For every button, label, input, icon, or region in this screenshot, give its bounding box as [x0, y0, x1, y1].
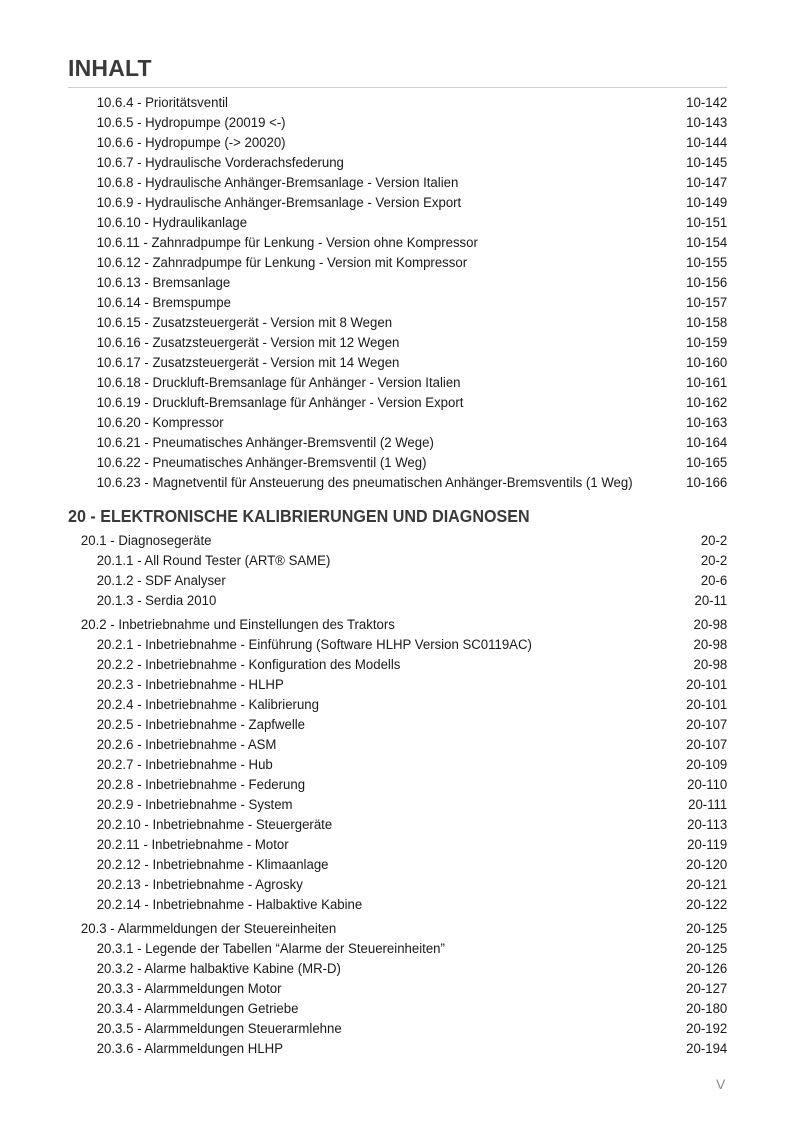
toc-entry-title: 10.6.10 - Hydraulikanlage	[96, 215, 248, 231]
toc-entry-title: 20.3.4 - Alarmmeldungen Getriebe	[96, 1001, 299, 1017]
toc-entry[interactable]	[0, 959, 738, 979]
toc-entry-title: 10.6.14 - Bremspumpe	[96, 295, 231, 311]
toc-entry-page: 20-125	[686, 941, 728, 957]
toc-entry-page: 20-98	[693, 657, 728, 673]
toc-entry-title: 20.3.1 - Legende der Tabellen “Alarme der Steuereinheiten”	[96, 941, 445, 957]
toc-entry[interactable]	[0, 635, 738, 655]
toc-entry-page: 20-127	[686, 981, 728, 997]
toc-entry-page: 20-180	[686, 1001, 728, 1017]
toc-entry[interactable]	[0, 293, 738, 313]
toc-entry-title: 10.6.17 - Zusatzsteuergerät - Version mit 14 Wegen	[96, 355, 400, 371]
toc-entry-page: 10-147	[686, 175, 728, 191]
toc-entry-title: 10.6.22 - Pneumatisches Anhänger-Bremsventil (1 Weg)	[96, 455, 427, 471]
toc-entry[interactable]	[0, 855, 738, 875]
toc-entry-title: 10.6.20 - Kompressor	[96, 415, 224, 431]
toc-entry[interactable]	[0, 979, 738, 999]
toc-entry-page: 20-101	[686, 677, 728, 693]
toc-entry-page: 20-121	[686, 877, 728, 893]
toc-entry-page: 10-144	[686, 135, 728, 151]
toc-entry[interactable]	[0, 353, 738, 373]
toc-entry-title: 20.2.1 - Inbetriebnahme - Einführung (Software HLHP Version SC0119AC)	[96, 637, 532, 653]
toc-entry-page: 20-101	[686, 697, 728, 713]
toc-entry[interactable]	[0, 153, 738, 173]
toc-entry[interactable]	[0, 133, 738, 153]
toc-entry-title: 20.2.12 - Inbetriebnahme - Klimaanlage	[96, 857, 329, 873]
toc-entry-title: 20.2.8 - Inbetriebnahme - Federung	[96, 777, 306, 793]
toc-entry-page: 20-119	[687, 837, 728, 853]
toc-entry-title: 10.6.12 - Zahnradpumpe für Lenkung - Version mit Kompressor	[96, 255, 468, 271]
toc-entry[interactable]	[0, 571, 738, 591]
toc-entry-title: 20.2.2 - Inbetriebnahme - Konfiguration des Modells	[96, 657, 401, 673]
toc-entry-title: 20.1.3 - Serdia 2010	[96, 593, 217, 609]
toc-entry-title: 20.2.5 - Inbetriebnahme - Zapfwelle	[96, 717, 306, 733]
toc-group-heading[interactable]	[0, 531, 738, 551]
toc-entry-page: 10-162	[686, 395, 728, 411]
toc-entry[interactable]	[0, 1019, 738, 1039]
toc-entry-page: 10-149	[686, 195, 728, 211]
toc-entry[interactable]	[0, 755, 738, 775]
toc-entry[interactable]	[0, 233, 738, 253]
toc-entry-title: 20.2.7 - Inbetriebnahme - Hub	[96, 757, 273, 773]
toc-entry-page: 20-111	[688, 797, 728, 813]
toc-entry-title: 10.6.19 - Druckluft-Bremsanlage für Anhänger - Version Export	[96, 395, 464, 411]
toc-entry[interactable]	[0, 273, 738, 293]
toc-entry-title: 20.2 - Inbetriebnahme und Einstellungen des Traktors	[80, 617, 395, 633]
toc-entry-page: 20-192	[686, 1021, 728, 1037]
footer-page-number: V	[716, 1076, 726, 1092]
toc-entry-title: 10.6.18 - Druckluft-Bremsanlage für Anhänger - Version Italien	[96, 375, 461, 391]
toc-entry-page: 20-113	[687, 817, 728, 833]
toc-entry-page: 20-6	[700, 573, 728, 589]
toc-entry-page: 20-2	[700, 553, 728, 569]
toc-entry-title: 10.6.4 - Prioritätsventil	[96, 95, 228, 111]
toc-entry-page: 10-143	[686, 115, 728, 131]
toc-entry-title: 20.1.2 - SDF Analyser	[96, 573, 226, 589]
toc-entry-page: 20-2	[700, 533, 728, 549]
toc-entry-page: 10-165	[686, 455, 728, 471]
toc-entry-title: 10.6.7 - Hydraulische Vorderachsfederung	[96, 155, 344, 171]
toc-entry-title: 10.6.23 - Magnetventil für Ansteuerung des pneumatischen Anhänger-Bremsventils (1 Weg)	[96, 475, 633, 491]
toc-entry[interactable]	[0, 655, 738, 675]
toc-entry-page: 10-142	[686, 95, 728, 111]
toc-entry-page: 10-163	[686, 415, 728, 431]
toc-entry-title: 20.3.5 - Alarmmeldungen Steuerarmlehne	[96, 1021, 342, 1037]
toc-entry-page: 10-155	[686, 255, 728, 271]
toc-entry[interactable]	[0, 93, 738, 113]
toc-entry[interactable]	[0, 999, 738, 1019]
toc-entry[interactable]	[0, 113, 738, 133]
toc-entry-page: 20-110	[687, 777, 728, 793]
toc-entry-title: 20.2.9 - Inbetriebnahme - System	[96, 797, 293, 813]
toc-entry-title: 20.2.10 - Inbetriebnahme - Steuergeräte	[96, 817, 333, 833]
toc-entry-page: 20-194	[686, 1041, 728, 1057]
toc-entry[interactable]	[0, 735, 738, 755]
toc-entry-title: 20.1 - Diagnosegeräte	[80, 533, 212, 549]
toc-entry-title: 20.3.6 - Alarmmeldungen HLHP	[96, 1041, 284, 1057]
toc-entry[interactable]	[0, 795, 738, 815]
toc-entry[interactable]	[0, 253, 738, 273]
page-title: INHALT	[68, 55, 152, 81]
toc-entry-page: 10-166	[686, 475, 728, 491]
toc-entry-page: 20-98	[693, 637, 728, 653]
toc-group-heading[interactable]	[0, 615, 738, 635]
title-divider	[68, 87, 727, 88]
toc-entry-title: 20.3.2 - Alarme halbaktive Kabine (MR-D)	[96, 961, 341, 977]
toc-entry-page: 20-98	[693, 617, 728, 633]
toc-entry-page: 20-107	[686, 737, 728, 753]
toc-group-heading[interactable]	[0, 919, 738, 939]
toc-entry-title: 10.6.11 - Zahnradpumpe für Lenkung - Version ohne Kompressor	[96, 235, 478, 251]
toc-entry-title: 10.6.13 - Bremsanlage	[96, 275, 231, 291]
toc-entry[interactable]	[0, 173, 738, 193]
toc-entry-title: 10.6.6 - Hydropumpe (-> 20020)	[96, 135, 286, 151]
toc-entry-page: 10-164	[686, 435, 728, 451]
toc-entry[interactable]	[0, 453, 738, 473]
toc-entry-page: 20-125	[686, 921, 728, 937]
toc-entry[interactable]	[0, 393, 738, 413]
toc-entry-page: 20-126	[686, 961, 728, 977]
toc-entry-page: 20-107	[686, 717, 728, 733]
toc-entry-title: 10.6.21 - Pneumatisches Anhänger-Bremsventil (2 Wege)	[96, 435, 434, 451]
toc-entry-title: 20.1.1 - All Round Tester (ART® SAME)	[96, 553, 331, 569]
toc-entry-title: 20.3.3 - Alarmmeldungen Motor	[96, 981, 282, 997]
toc-entry[interactable]	[0, 775, 738, 795]
toc-entry[interactable]	[0, 433, 738, 453]
toc-entry-page: 10-157	[686, 295, 728, 311]
toc-entry-title: 10.6.8 - Hydraulische Anhänger-Bremsanlage - Version Italien	[96, 175, 459, 191]
toc-entry-title: 20.2.4 - Inbetriebnahme - Kalibrierung	[96, 697, 319, 713]
toc-entry-page: 20-120	[686, 857, 728, 873]
toc-entry-title: 10.6.16 - Zusatzsteuergerät - Version mit 12 Wegen	[96, 335, 400, 351]
section-heading[interactable]: 20 - ELEKTRONISCHE KALIBRIERUNGEN UND DIAGNOSEN	[68, 506, 530, 526]
toc-entry-title: 20.2.3 - Inbetriebnahme - HLHP	[96, 677, 284, 693]
toc-entry-page: 10-154	[686, 235, 728, 251]
toc-entry[interactable]	[0, 1039, 738, 1059]
toc-entry[interactable]	[0, 895, 738, 915]
toc-entry-page: 10-145	[686, 155, 728, 171]
toc-entry-title: 20.3 - Alarmmeldungen der Steuereinheiten	[80, 921, 337, 937]
toc-entry-title: 20.2.11 - Inbetriebnahme - Motor	[96, 837, 289, 853]
toc-entry[interactable]	[0, 373, 738, 393]
toc-entry-page: 10-159	[686, 335, 728, 351]
toc-entry-page: 20-122	[686, 897, 728, 913]
toc-entry-page: 10-156	[686, 275, 728, 291]
toc-entry-page: 10-151	[686, 215, 728, 231]
toc-entry[interactable]	[0, 939, 738, 959]
toc-entry[interactable]	[0, 675, 738, 695]
toc-entry-title: 10.6.5 - Hydropumpe (20019 <-)	[96, 115, 286, 131]
toc-entry-page: 10-161	[686, 375, 728, 391]
toc-entry-page: 20-11	[694, 593, 728, 609]
toc-entry[interactable]	[0, 213, 738, 233]
toc-entry-title: 20.2.13 - Inbetriebnahme - Agrosky	[96, 877, 303, 893]
toc-entry-page: 10-160	[686, 355, 728, 371]
toc-entry[interactable]	[0, 473, 738, 493]
toc-entry[interactable]	[0, 551, 738, 571]
toc-entry-page: 20-109	[686, 757, 728, 773]
toc-entry-title: 10.6.9 - Hydraulische Anhänger-Bremsanlage - Version Export	[96, 195, 462, 211]
toc-entry[interactable]	[0, 413, 738, 433]
toc-entry-title: 20.2.6 - Inbetriebnahme - ASM	[96, 737, 277, 753]
toc-entry[interactable]	[0, 715, 738, 735]
toc-entry[interactable]	[0, 591, 738, 611]
toc-entry[interactable]	[0, 313, 738, 333]
toc-entry-title: 20.2.14 - Inbetriebnahme - Halbaktive Kabine	[96, 897, 363, 913]
toc-entry[interactable]	[0, 193, 738, 213]
toc-entry[interactable]	[0, 875, 738, 895]
toc-entry[interactable]	[0, 815, 738, 835]
toc-entry-title: 10.6.15 - Zusatzsteuergerät - Version mit 8 Wegen	[96, 315, 393, 331]
toc-entry[interactable]	[0, 835, 738, 855]
toc-entry-page: 10-158	[686, 315, 728, 331]
toc-entry[interactable]	[0, 695, 738, 715]
toc-entry[interactable]	[0, 333, 738, 353]
